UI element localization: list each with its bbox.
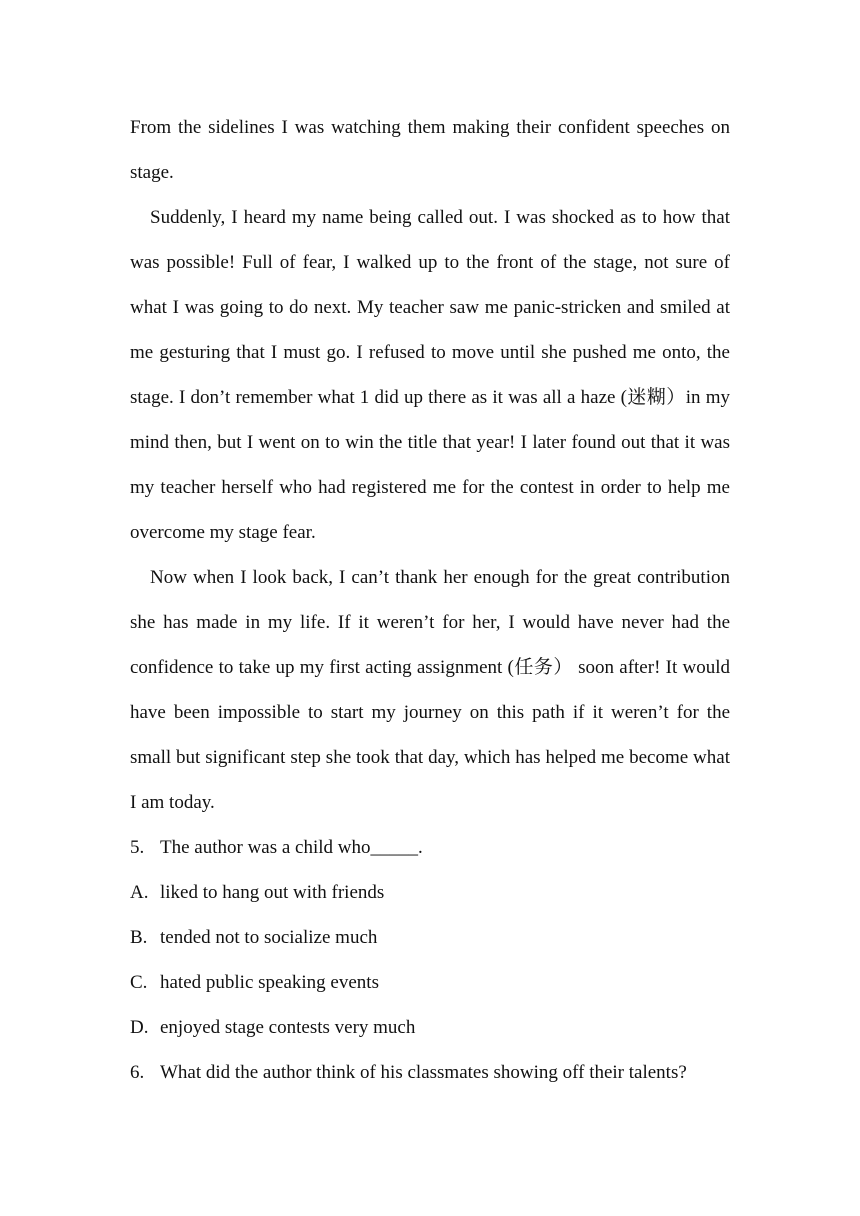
question-5-option-b — [130, 915, 730, 960]
option-c-text: hated public speaking events — [160, 972, 379, 993]
question-6-number: 6. — [130, 1062, 145, 1083]
question-5-option-a — [130, 870, 730, 915]
option-c-letter: C. — [130, 972, 148, 993]
passage-paragraph-1: From the sidelines I was watching them making their confident speeches on stage. — [130, 117, 730, 183]
option-a-text: liked to hang out with friends — [160, 882, 385, 903]
question-5 — [130, 825, 730, 870]
question-5-number: 5. — [130, 837, 145, 858]
option-d-letter: D. — [130, 1017, 149, 1038]
question-5-option-d — [130, 1005, 730, 1050]
option-a-letter: A. — [130, 882, 149, 903]
question-5-option-c — [130, 960, 730, 1005]
passage-paragraph-3: Now when I look back, I can’t thank her enough for the great contribution she has made in my life. If it weren’t for her, I would have never had the confidence to take up my first acting assignment (任务） soon after! It would have been impossible to start my journey on this path if it weren’t for the small but significant step she took that day, which has helped me become what I am today. — [130, 567, 730, 813]
passage-paragraph-2: Suddenly, I heard my name being called out. I was shocked as to how that was possible! Full of fear, I walked up to the front of the stage, not sure of what I was going to do next. My teacher saw me panic-stricken and smiled at me gesturing that I must go. I refused to move until she pushed me onto, the stage. I don’t remember what 1 did up there as it was all a haze (迷糊）in my mind then, but I went on to win the title that year! I later found out that it was my teacher herself who had registered me for the contest in order to help me overcome my stage fear. — [130, 207, 730, 543]
option-b-letter: B. — [130, 927, 148, 948]
document-page — [130, 105, 730, 1095]
option-d-text: enjoyed stage contests very much — [160, 1017, 416, 1038]
question-5-text: The author was a child who_____. — [160, 837, 423, 858]
option-b-text: tended not to socialize much — [160, 927, 378, 948]
question-6-text: What did the author think of his classmates showing off their talents? — [160, 1062, 687, 1083]
question-6 — [130, 1050, 730, 1095]
